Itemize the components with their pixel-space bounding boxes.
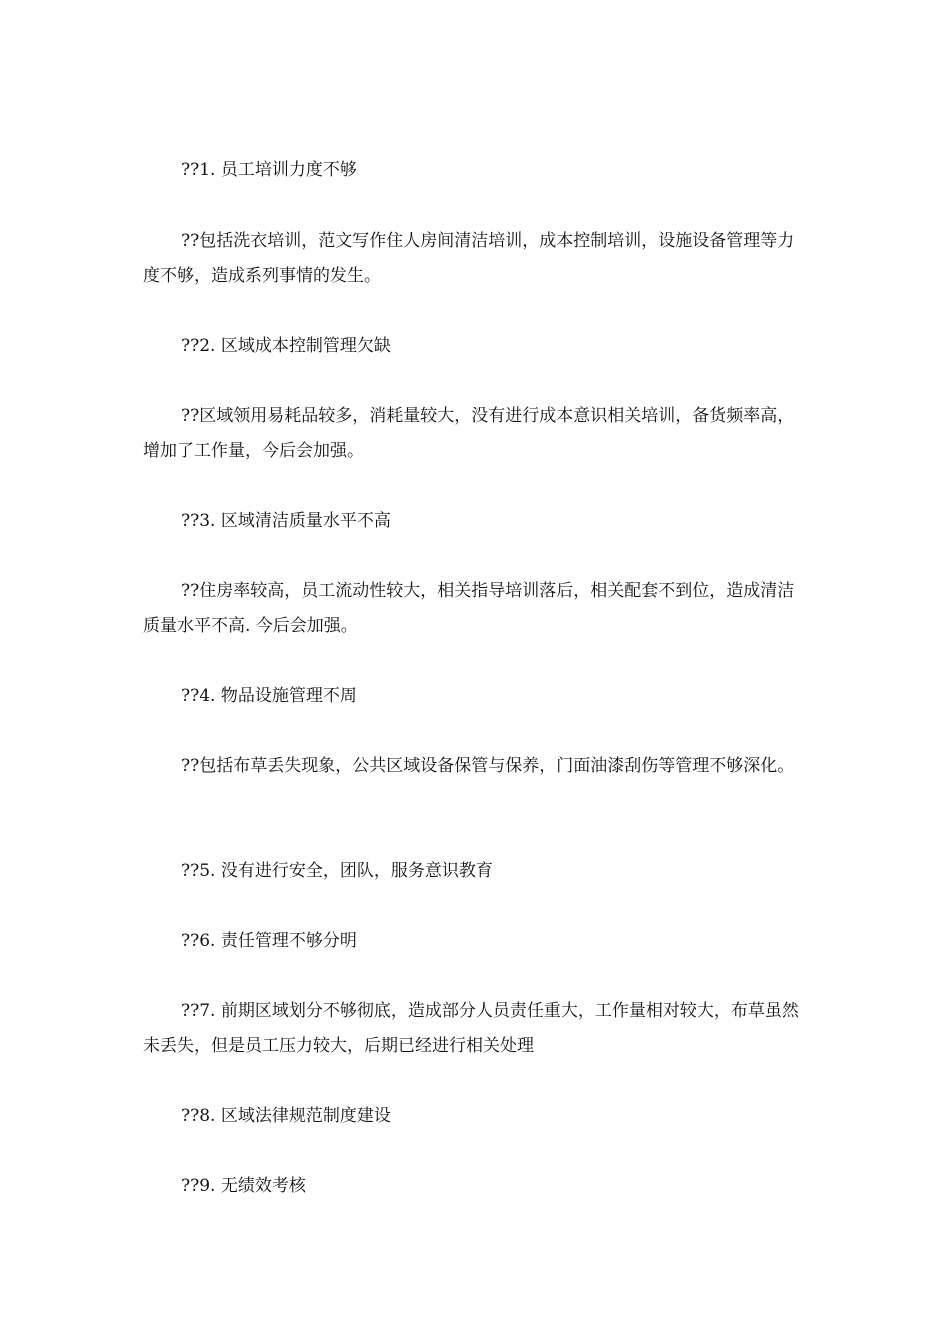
heading-1: ??1. 员工培训力度不够 [181,160,357,180]
heading-6: ??6. 责任管理不够分明 [181,931,357,951]
paragraph-2: ??区域领用易耗品较多，消耗量较大，没有进行成本意识相关培训，备货频率高，增加了工作量，今后会加强。 [143,406,795,461]
paragraph-4: ??包括布草丢失现象，公共区域设备保管与保养，门面油漆刮伤等管理不够深化。 [181,756,795,776]
heading-5: ??5. 没有进行安全，团队，服务意识教育 [181,861,493,881]
paragraph-3: ??住房率较高，员工流动性较大，相关指导培训落后，相关配套不到位，造成清洁质量水平不高. 今后会加强。 [143,581,795,636]
heading-9: ??9. 无绩效考核 [181,1176,306,1196]
heading-2: ??2. 区域成本控制管理欠缺 [181,336,391,356]
heading-8: ??8. 区域法律规范制度建设 [181,1106,391,1126]
heading-4: ??4. 物品设施管理不周 [181,686,357,706]
paragraph-1: ??包括洗衣培训，范文写作住人房间清洁培训，成本控制培训，设施设备管理等力度不够，造成系列事情的发生。 [143,231,795,286]
heading-3: ??3. 区域清洁质量水平不高 [181,511,391,531]
paragraph-7: ??7. 前期区域划分不够彻底，造成部分人员责任重大，工作量相对较大，布草虽然未丢失，但是员工压力较大，后期已经进行相关处理 [143,1001,799,1056]
